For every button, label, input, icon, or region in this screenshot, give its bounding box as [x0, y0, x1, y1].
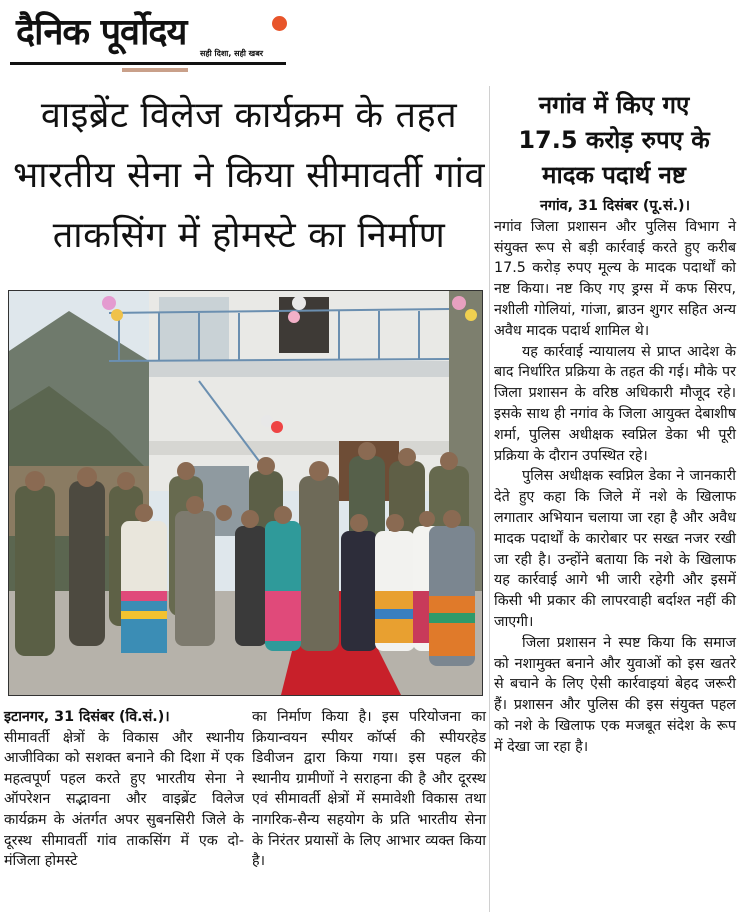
side-article-paragraph-2: यह कार्रवाई न्यायालय से प्राप्त आदेश के बाद निर्धारित प्रक्रिया के तहत की गई। मौके पर जिला प्रशासन के वरिष्ठ अधिकारी मौजूद रहे। इसके साथ ही नगांव के जिला आयुक्त देबाशीष शर्मा, पुलिस अधीक्षक स्वप्निल डेका भी पूरी प्रक्रिया के दौरान उपस्थित रहे।	[494, 343, 736, 464]
side-article-paragraph-4: जिला प्रशासन ने स्पष्ट किया कि समाज को नशामुक्त बनाने और युवाओं को इस खतरे से बचाने के लिए ऐसी कार्रवाइयां बेहद जरूरी हैं। प्रशासन और पुलिस की इस संयुक्त पहल को नशे के खिलाफ एक मजबूत संदेश के रूप में देखा जा रहा है।	[494, 634, 736, 755]
masthead-subbar	[122, 68, 188, 72]
main-article-dateline: इटानगर, 31 दिसंबर (वि.सं.)।	[4, 709, 170, 725]
main-headline: वाइब्रेंट विलेज कार्यक्रम के तहत भारतीय सेना ने किया सीमावर्ती गांव ताकसिंग में होमस्टे का निर्माण	[12, 95, 486, 256]
side-article-paragraph-1: नगांव जिला प्रशासन और पुलिस विभाग ने संयुक्त रूप से बड़ी कार्रवाई करते हुए करीब 17.5 करोड़ रुपए मूल्य के मादक पदार्थों को नष्ट किया। नष्ट किए गए ड्रग्स में कफ सिरप, नशीली गोलियां, गांजा, ब्राउन शुगर सहित अन्य अवैध मादक पदार्थ शामिल थे।	[494, 218, 736, 339]
main-article-text-1: सीमावर्ती क्षेत्रों के विकास और स्थानीय आजीविका को सशक्त बनाने की दिशा में एक महत्वपूर्ण पहल करते हुए भारतीय सेना ने ऑपरेशन सद्भावना और वाइब्रेंट विलेज कार्यक्रम के अंतर्गत अपर सुबनसिरी जिले के दूरस्थ सीमावर्ती गांव ताकसिंग में एक दो-मंजिला होमस्टे	[4, 729, 244, 870]
column-divider	[489, 86, 490, 912]
newspaper-tagline: सही दिशा, सही खबर	[200, 49, 264, 58]
news-photo	[8, 290, 483, 696]
side-article-dateline: नगांव, 31 दिसंबर (पू.सं.)।	[540, 198, 690, 214]
homestead-group-photo	[9, 291, 482, 695]
side-headline: नगांव में किए गए 17.5 करोड़ रुपए के मादक पदार्थ नष्ट	[518, 91, 710, 189]
side-article-body	[494, 196, 736, 758]
main-article-column-2	[252, 707, 486, 872]
newspaper-title: दैनिक पूर्वोदय	[16, 12, 187, 53]
logo-dot-icon	[272, 16, 287, 31]
main-article-text-2: का निर्माण किया है। इस परियोजना का क्रियान्वयन स्पीयर कॉर्प्स की स्पीयरहेड डिवीजन द्वारा किया गया। इस पहल की स्थानीय ग्रामीणों ने सराहना की है और दूरस्थ एवं सीमावर्ती क्षेत्रों में समावेशी विकास तथा नागरिक-सैन्य सहयोग के प्रति भारतीय सेना के निरंतर प्रयासों के लिए आभार व्यक्त किया है।	[252, 709, 486, 870]
masthead-rule	[10, 62, 286, 65]
main-article-column-1	[4, 707, 244, 872]
masthead	[10, 4, 300, 74]
side-article-paragraph-3: पुलिस अधीक्षक स्वप्निल डेका ने जानकारी देते हुए कहा कि जिले में नशे के खिलाफ लगातार अभियान चलाया जा रहा है और अवैध मादक पदार्थों के कारोबार पर सख्त नजर रखी जा रही है। उन्होंने बताया कि नशे के खिलाफ यह कार्रवाई आगे भी जारी रहेगी और इसमें किसी भी प्रकार की लापरवाही बर्दाश्त नहीं की जाएगी।	[494, 468, 736, 630]
